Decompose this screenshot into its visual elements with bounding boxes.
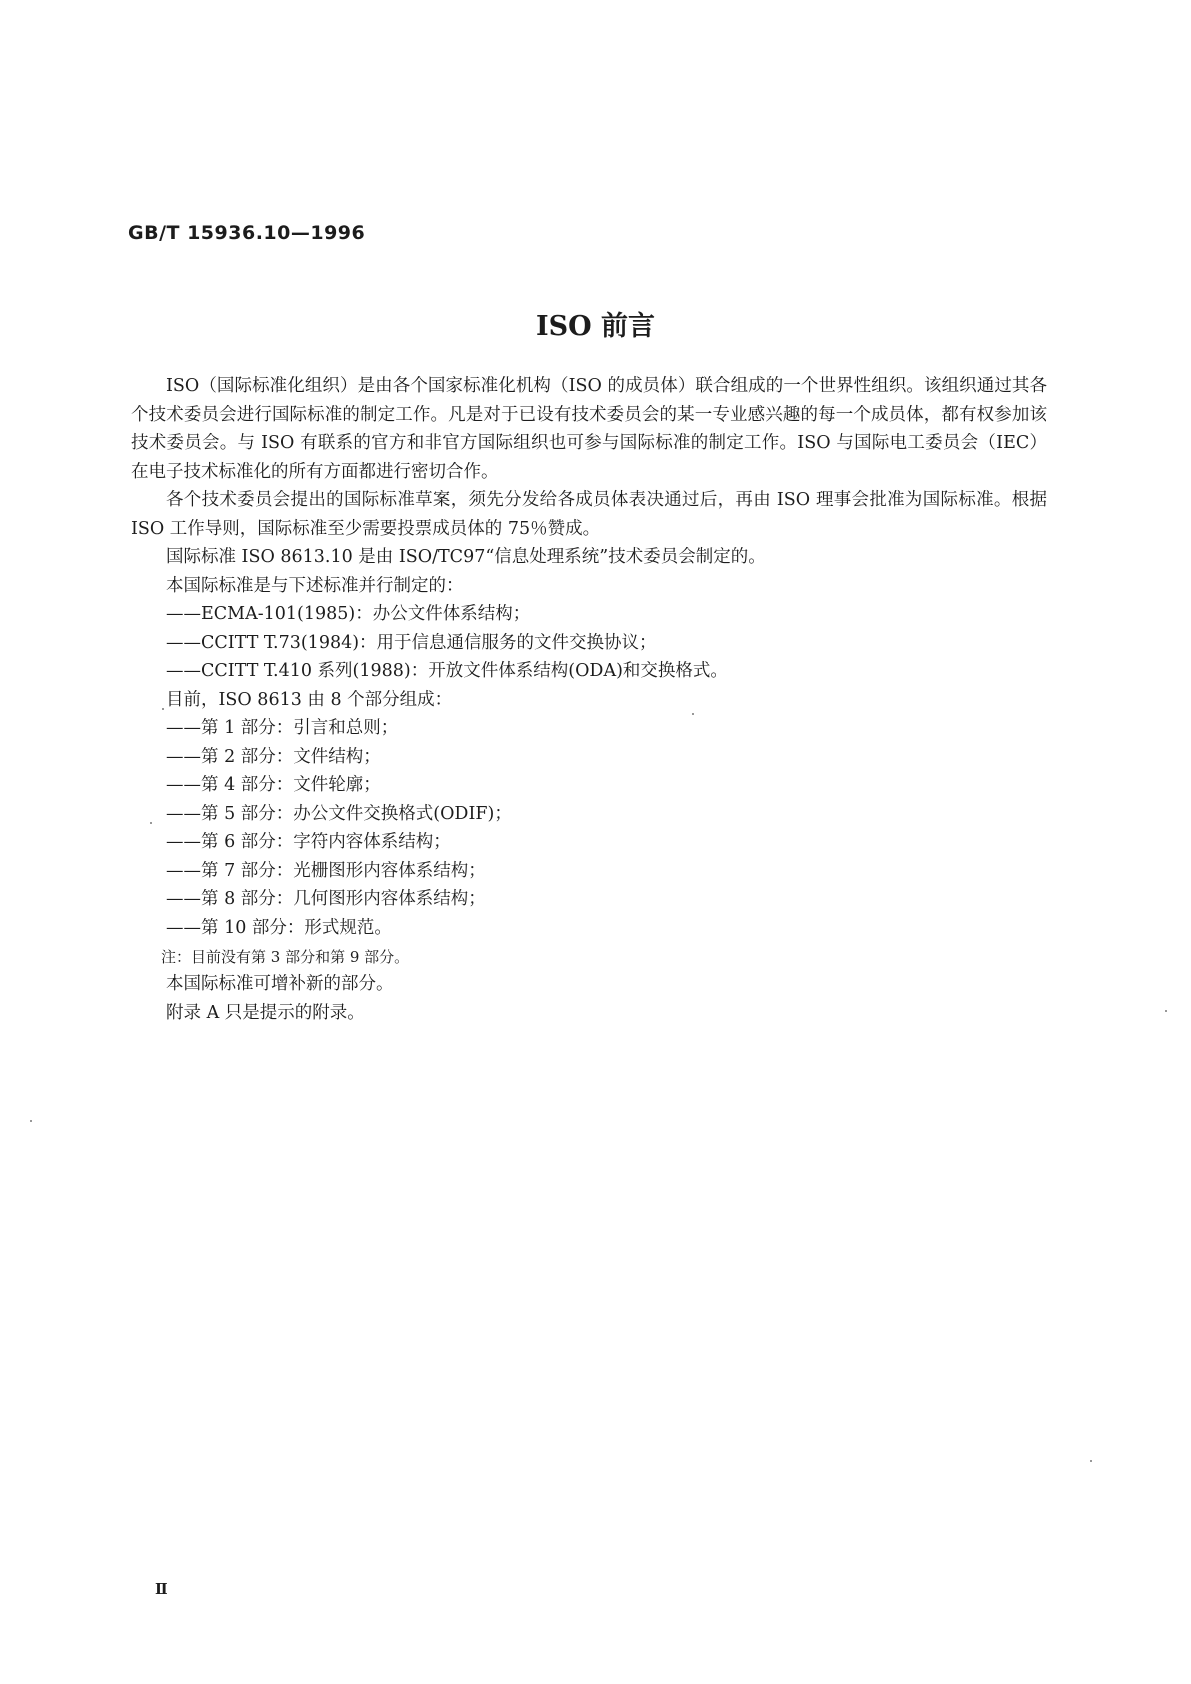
- page-number: Ⅱ: [155, 1580, 168, 1598]
- foreword-body: [131, 372, 1047, 1027]
- list-item: ——CCITT T.410 系列(1988)：开放文件体系结构(ODA)和交换格式。: [166, 661, 728, 681]
- scan-speck: [1090, 1460, 1092, 1462]
- note: 注：目前没有第 3 部分和第 9 部分。: [161, 948, 410, 966]
- scan-speck: [150, 822, 152, 824]
- list-item: ——第 7 部分：光栅图形内容体系结构；: [166, 860, 486, 881]
- supplement-text: 本国际标准可增补新的部分。: [166, 974, 394, 994]
- parallel-standards-list: [131, 600, 1047, 686]
- list-item: ——第 1 部分：引言和总则；: [166, 718, 399, 738]
- list-item: ——第 2 部分：文件结构；: [166, 746, 381, 767]
- paragraph-voting: 各个技术委员会提出的国际标准草案，须先分发给各成员体表决通过后，再由 ISO 理事会批准为国际标准。根据 ISO 工作导则，国际标准至少需要投票成员体的 75％赞成。: [131, 490, 1047, 539]
- scan-speck: [1165, 1010, 1167, 1012]
- list-item: ——ECMA-101(1985)：办公文件体系结构；: [166, 604, 531, 624]
- scan-speck: [30, 1120, 32, 1122]
- list-item: ——第 5 部分：办公文件交换格式(ODIF)；: [166, 803, 512, 824]
- list-item: ——第 4 部分：文件轮廓；: [166, 775, 381, 795]
- paragraph-iso-intro: ISO（国际标准化组织）是由各个国家标准化机构（ISO 的成员体）联合组成的一个世界性组织。该组织通过其各个技术委员会进行国际标准的制定工作。凡是对于已设有技术委员会的某一专业感兴趣的每一个成员体，都有权参加该技术委员会。与 ISO 有联系的官方和非官方国际组织也可参与国际标准的制定工作。ISO 与国际电工委员会（IEC）在电子技术标准化的所有方面都进行密切合作。: [131, 376, 1047, 482]
- parts-intro: 目前，ISO 8613 由 8 个部分组成：: [166, 689, 453, 710]
- list-item: ——第 6 部分：字符内容体系结构；: [166, 832, 451, 852]
- page-title: ISO 前言: [535, 311, 656, 342]
- list-item: ——第 10 部分：形式规范。: [166, 917, 392, 938]
- parallel-intro: 本国际标准是与下述标准并行制定的：: [166, 575, 464, 596]
- annex-text: 附录 A 只是提示的附录。: [166, 1002, 365, 1023]
- list-item: ——CCITT T.73(1984)：用于信息通信服务的文件交换协议；: [166, 632, 657, 653]
- scan-speck: [692, 713, 694, 715]
- standard-number: GB/T 15936.10—1996: [128, 222, 366, 244]
- parts-list: [131, 714, 1047, 942]
- list-item: ——第 8 部分：几何图形内容体系结构；: [166, 889, 486, 909]
- paragraph-prepared-by: 国际标准 ISO 8613.10 是由 ISO/TC97“信息处理系统”技术委员会制定的。: [166, 547, 766, 567]
- scan-speck: [162, 708, 164, 710]
